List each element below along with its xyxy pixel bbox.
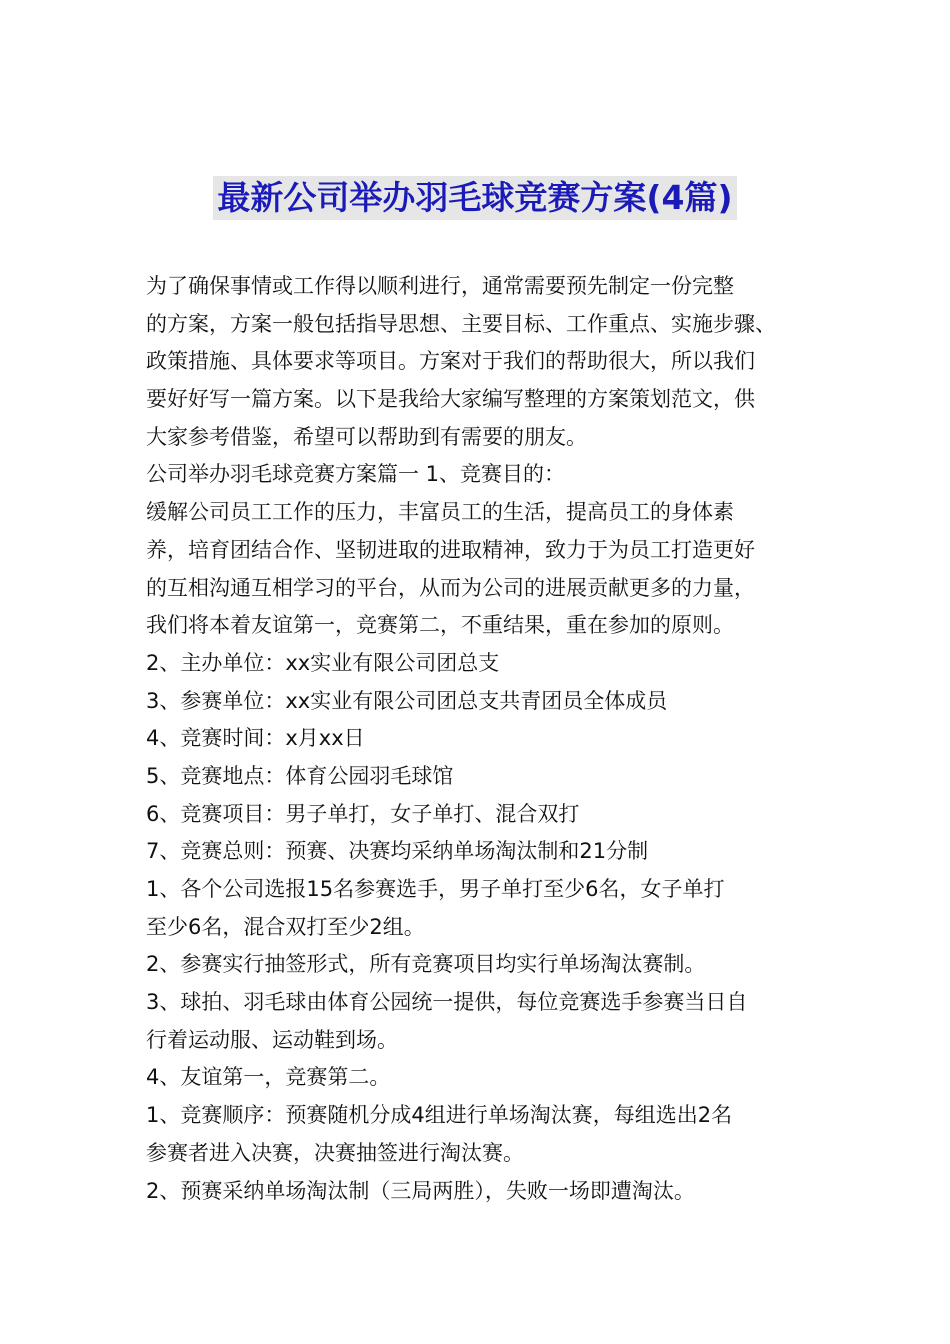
paragraph-line: 行着运动服、运动鞋到场。 [146, 1027, 398, 1052]
list-item: 2、主办单位：xx实业有限公司团总支 [146, 650, 500, 675]
paragraph-line: 的方案，方案一般包括指导思想、主要目标、工作重点、实施步骤、 [146, 311, 776, 336]
section-heading-line: 公司举办羽毛球竞赛方案篇一 1、竞赛目的： [146, 462, 566, 487]
list-item: 4、友谊第一，竞赛第二。 [146, 1065, 391, 1090]
list-item: 2、预赛采纳单场淘汰制（三局两胜），失败一场即遭淘汰。 [146, 1178, 695, 1203]
list-item: 5、竞赛地点：体育公园羽毛球馆 [146, 763, 454, 788]
list-item: 7、竞赛总则：预赛、决赛均采纳单场淘汰制和21分制 [146, 839, 649, 864]
list-item: 3、球拍、羽毛球由体育公园统一提供，每位竞赛选手参赛当日自 [146, 990, 748, 1015]
list-item: 1、竞赛顺序：预赛随机分成4组进行单场淘汰赛，每组选出2名 [146, 1103, 733, 1128]
paragraph-line: 政策措施、具体要求等项目。方案对于我们的帮助很大，所以我们 [146, 349, 755, 374]
paragraph-line: 养，培育团结合作、坚韧进取的进取精神，致力于为员工打造更好 [146, 537, 755, 562]
list-item: 2、参赛实行抽签形式，所有竞赛项目均实行单场淘汰赛制。 [146, 952, 706, 977]
paragraph-line: 我们将本着友谊第一，竞赛第二，不重结果，重在参加的原则。 [146, 613, 734, 638]
list-item: 6、竞赛项目：男子单打，女子单打、混合双打 [146, 801, 580, 826]
paragraph-line: 参赛者进入决赛，决赛抽签进行淘汰赛。 [146, 1140, 524, 1165]
paragraph-line: 要好好写一篇方案。以下是我给大家编写整理的方案策划范文，供 [146, 387, 755, 412]
title-container [0, 176, 950, 220]
list-item: 4、竞赛时间：x月xx日 [146, 726, 365, 751]
list-item: 1、各个公司选报15名参赛选手，男子单打至少6名，女子单打 [146, 877, 725, 901]
paragraph-line: 缓解公司员工工作的压力，丰富员工的生活，提高员工的身体素 [146, 500, 734, 525]
list-item: 3、参赛单位：xx实业有限公司团总支共青团员全体成员 [146, 688, 668, 713]
paragraph-line: 为了确保事情或工作得以顺利进行，通常需要预先制定一份完整 [146, 274, 734, 298]
document-title: 最新公司举办羽毛球竞赛方案(4篇) [213, 176, 736, 220]
paragraph-line: 至少6名，混合双打至少2组。 [146, 914, 425, 939]
paragraph-line: 的互相沟通互相学习的平台，从而为公司的进展贡献更多的力量， [146, 575, 755, 600]
document-body [146, 268, 826, 1210]
paragraph-line: 大家参考借鉴，希望可以帮助到有需要的朋友。 [146, 424, 587, 449]
